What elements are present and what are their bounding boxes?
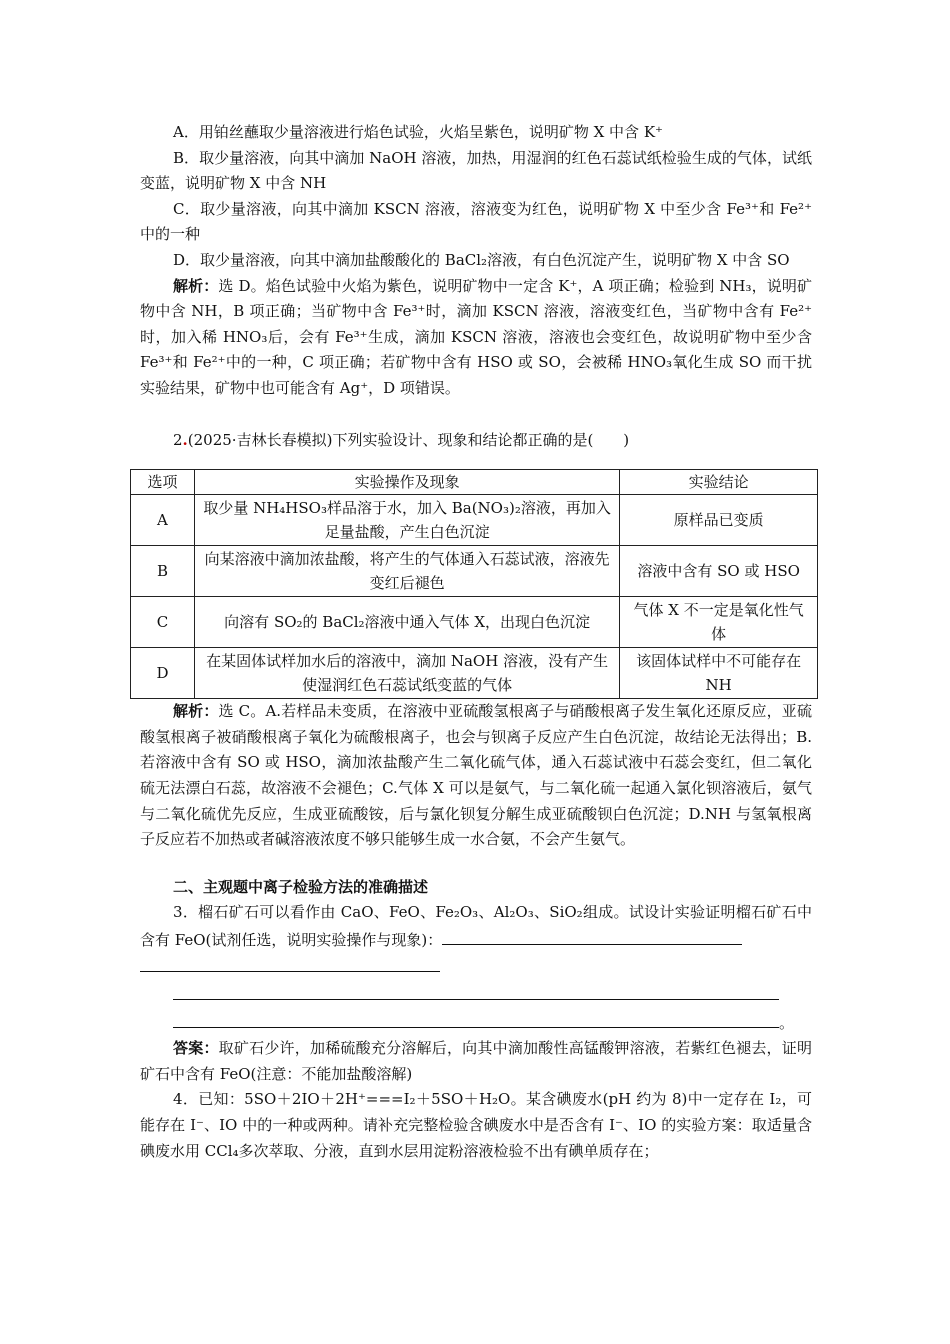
answer-blank[interactable] [173,1009,779,1028]
table-cell-operation: 向某溶液中滴加浓盐酸，将产生的气体通入石蕊试液，溶液先变红后褪色 [194,546,619,597]
q3-stem-text: 3．榴石矿石可以看作由 CaO、FeO、Fe₂O₃、Al₂O₃、SiO₂组成。试设计实验证明榴石矿石中含有 FeO(试剂任选，说明实验操作与现象)： [140,903,812,949]
q1-option-d: D．取少量溶液，向其中滴加盐酸酸化的 BaCl₂溶液，有白色沉淀产生，说明矿物 X 中含 SO [173,250,790,269]
q2-analysis [140,699,812,853]
table-header-row [131,470,818,495]
table-cell-operation: 在某固体试样加水后的溶液中，滴加 NaOH 溶液，没有产生使湿润红色石蕊试纸变蓝的气体 [194,648,619,699]
table-cell-operation: 向溶有 SO₂的 BaCl₂溶液中通入气体 X，出现白色沉淀 [194,597,619,648]
table-header-option: 选项 [131,470,195,495]
q3-answer-label: 答案： [173,1039,219,1058]
q2-stem [140,428,812,454]
q1-analysis [140,274,812,402]
table-cell-option: B [131,546,195,597]
q3-answer [140,1036,812,1087]
q2-analysis-text: 选 C。A.若样品未变质，在溶液中亚硫酸氢根离子与硝酸根离子发生氧化还原反应，亚硫酸氢根离子被硝酸根离子氧化为硫酸根离子，也会与钡离子反应产生白色沉淀，故结论无法得出；B.若溶液中含有 SO 或 HSO，滴加浓盐酸产生二氧化硫气体，通入石蕊试液中石蕊会变红，但二氧化硫无法漂白石蕊，故溶液不会褪色；C.气体 X 可以是氨气，与二氧化硫一起通入氯化钡溶液后，氨气与二氧化硫优先反应，生成亚硫酸铵，后与氯化钡复分解生成亚硫酸钡白色沉淀；D.NH 与氢氧根离子反应若不加热或者碱溶液浓度不够只能够生成一水合氨，不会产生氨气。 [140,702,812,849]
q1-analysis-label: 解析： [173,276,219,295]
q3-end-mark: 。 [779,1013,795,1032]
table-row [131,648,818,699]
q3-blank-line-2 [140,981,812,1009]
table-cell-option: A [131,495,195,546]
table-header-operation: 实验操作及现象 [194,470,619,495]
section-heading: 二、主观题中离子检验方法的准确描述 [173,877,429,896]
q3-stem [140,900,812,953]
table-cell-conclusion: 原样品已变质 [620,495,818,546]
table-row [131,495,818,546]
q2-source: (2025·吉林长春模拟) [187,430,333,449]
document-page [140,120,812,1164]
table-row [131,597,818,648]
q3-blank-line-3 [140,1009,812,1037]
q1-analysis-text: 选 D。焰色试验中火焰为紫色，说明矿物中一定含 K⁺，A 项正确；检验到 NH₃，说明矿物中含 NH，B 项正确；当矿物中含 Fe³⁺时，滴加 KSCN 溶液，溶液变红色，当矿物中含有 Fe²⁺时，加入稀 HNO₃后，会有 Fe³⁺生成，滴加 KSCN 溶液，溶液也会变红色，故说明矿物中至少含 Fe³⁺和 Fe²⁺中的一种，C 项正确；若矿物中含有 HSO 或 SO，会被稀 HNO₃氧化生成 SO 而干扰实验结果，矿物中也可能含有 Ag⁺，D 项错误。 [140,276,812,397]
q2-stem-text: 下列实验设计、现象和结论都正确的是( ) [332,430,630,449]
table-cell-conclusion: 该固体试样中不可能存在 NH [620,648,818,699]
table-cell-option: C [131,597,195,648]
table-cell-option: D [131,648,195,699]
q1-option-b: B．取少量溶液，向其中滴加 NaOH 溶液，加热，用湿润的红色石蕊试纸检验生成的气体，试纸变蓝，说明矿物 X 中含 NH [140,148,812,193]
answer-blank[interactable] [140,953,440,972]
q3-blank-line-1 [140,953,812,981]
answer-blank[interactable] [173,981,779,1000]
q2-number: 2 [173,430,183,449]
q2-number-dot: . [182,430,188,449]
table-cell-operation: 取少量 NH₄HSO₃样品溶于水，加入 Ba(NO₃)₂溶液，再加入足量盐酸，产生白色沉淀 [194,495,619,546]
table-cell-conclusion: 气体 X 不一定是氧化性气体 [620,597,818,648]
table-row [131,546,818,597]
q1-option-c: C．取少量溶液，向其中滴加 KSCN 溶液，溶液变为红色，说明矿物 X 中至少含 Fe³⁺和 Fe²⁺中的一种 [140,199,812,244]
q3-answer-text: 取矿石少许，加稀硫酸充分溶解后，向其中滴加酸性高锰酸钾溶液，若紫红色褪去，证明矿石中含有 FeO(注意：不能加盐酸溶解) [140,1039,812,1083]
q2-analysis-label: 解析： [173,702,219,721]
table-header-conclusion: 实验结论 [620,470,818,495]
table-cell-conclusion: 溶液中含有 SO 或 HSO [620,546,818,597]
q2-table [130,469,818,699]
answer-blank[interactable] [442,926,742,945]
q4-stem: 4．已知：5SO＋2IO＋2H⁺===I₂＋5SO＋H₂O。某含碘废水(pH 约为 8)中一定存在 I₂，可能存在 I⁻、IO 中的一种或两种。请补充完整检验含碘废水中是否含有 I⁻、IO 的实验方案：取适量含碘废水用 CCl₄多次萃取、分液，直到水层用淀粉溶液检验不出有碘单质存在； [140,1090,812,1160]
q1-option-a: A．用铂丝蘸取少量溶液进行焰色试验，火焰呈紫色，说明矿物 X 中含 K⁺ [173,123,663,141]
